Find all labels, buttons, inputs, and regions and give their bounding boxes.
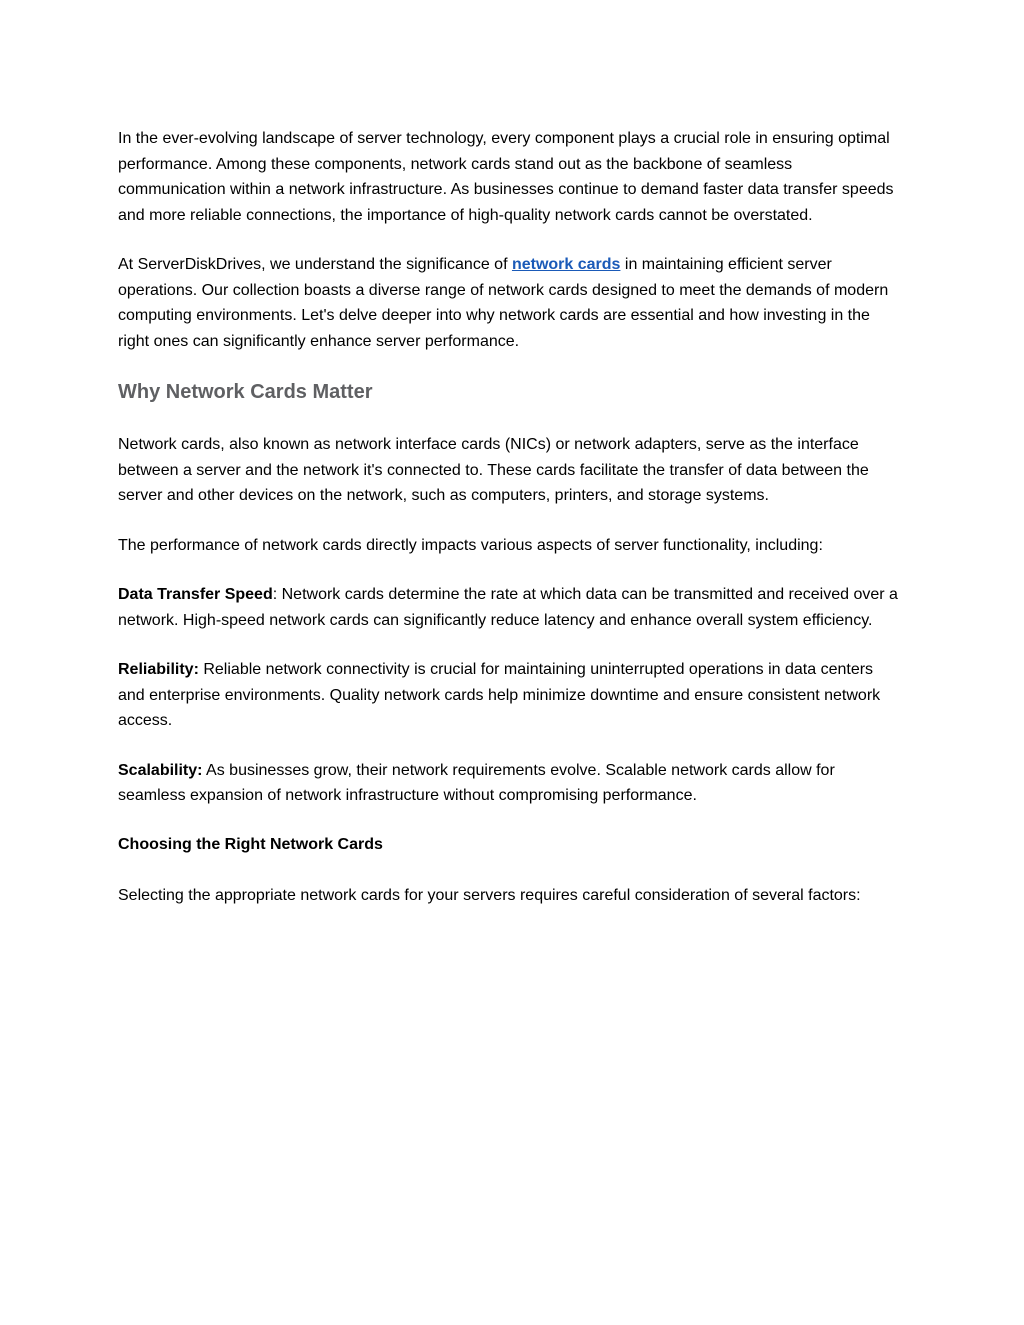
network-cards-link[interactable]: network cards bbox=[511, 256, 621, 273]
section-heading-choosing-the-right-network-cards: Choosing the Right Network Cards bbox=[118, 835, 383, 853]
feature-label-scalability: Scalability: bbox=[118, 761, 203, 779]
closing-paragraph: Selecting the appropriate network cards for your servers requires careful consideration of several factors: bbox=[118, 886, 861, 904]
brand-paragraph-text-after-link: in maintaining efficient server operations. Our collection boasts a diverse range of network cards designed to meet the demands of modern computing environments. Let's delve deeper into why network cards are essential and how investing in the right ones can significantly enhance server performance. bbox=[118, 256, 889, 350]
document-content bbox=[118, 112, 902, 932]
definition-paragraph: Network cards, also known as network interface cards (NICs) or network adapters, serve as the interface between a server and the network it's connected to. These cards facilitate the transfer of data between the server and other devices on the network, such as computers, printers, and storage systems. bbox=[118, 436, 869, 504]
feature-reliability bbox=[118, 657, 902, 734]
feature-label-reliability: Reliability: bbox=[118, 661, 199, 678]
brand-paragraph-text-before-link: At ServerDiskDrives, we understand the significance of bbox=[118, 256, 512, 273]
feature-data-transfer-speed bbox=[118, 582, 902, 633]
section-heading-why-network-cards-matter: Why Network Cards Matter bbox=[118, 381, 373, 403]
intro-paragraph: In the ever-evolving landscape of server technology, every component plays a crucial role in ensuring optimal performance. Among these components, network cards stand out as the backbone of seamless communication within a network infrastructure. As businesses continue to demand faster data transfer speeds and more reliable connections, the importance of high-quality network cards cannot be overstated. bbox=[118, 130, 894, 224]
impacts-paragraph: The performance of network cards directly impacts various aspects of server functionality, including: bbox=[118, 536, 823, 554]
feature-text-reliability: Reliable network connectivity is crucial for maintaining uninterrupted operations in data centers and enterprise environments. Quality network cards help minimize downtime and ensure consistent network access. bbox=[118, 661, 881, 729]
feature-scalability bbox=[118, 758, 902, 809]
feature-text-scalability: As businesses grow, their network requirements evolve. Scalable network cards allow for seamless expansion of network infrastructure without compromising performance. bbox=[118, 761, 835, 804]
feature-label-data-transfer-speed: Data Transfer Speed bbox=[118, 586, 273, 603]
feature-text-data-transfer-speed: : Network cards determine the rate at which data can be transmitted and received over a network. High-speed network cards can significantly reduce latency and enhance overall system efficiency. bbox=[118, 586, 898, 629]
brand-paragraph bbox=[118, 252, 902, 354]
